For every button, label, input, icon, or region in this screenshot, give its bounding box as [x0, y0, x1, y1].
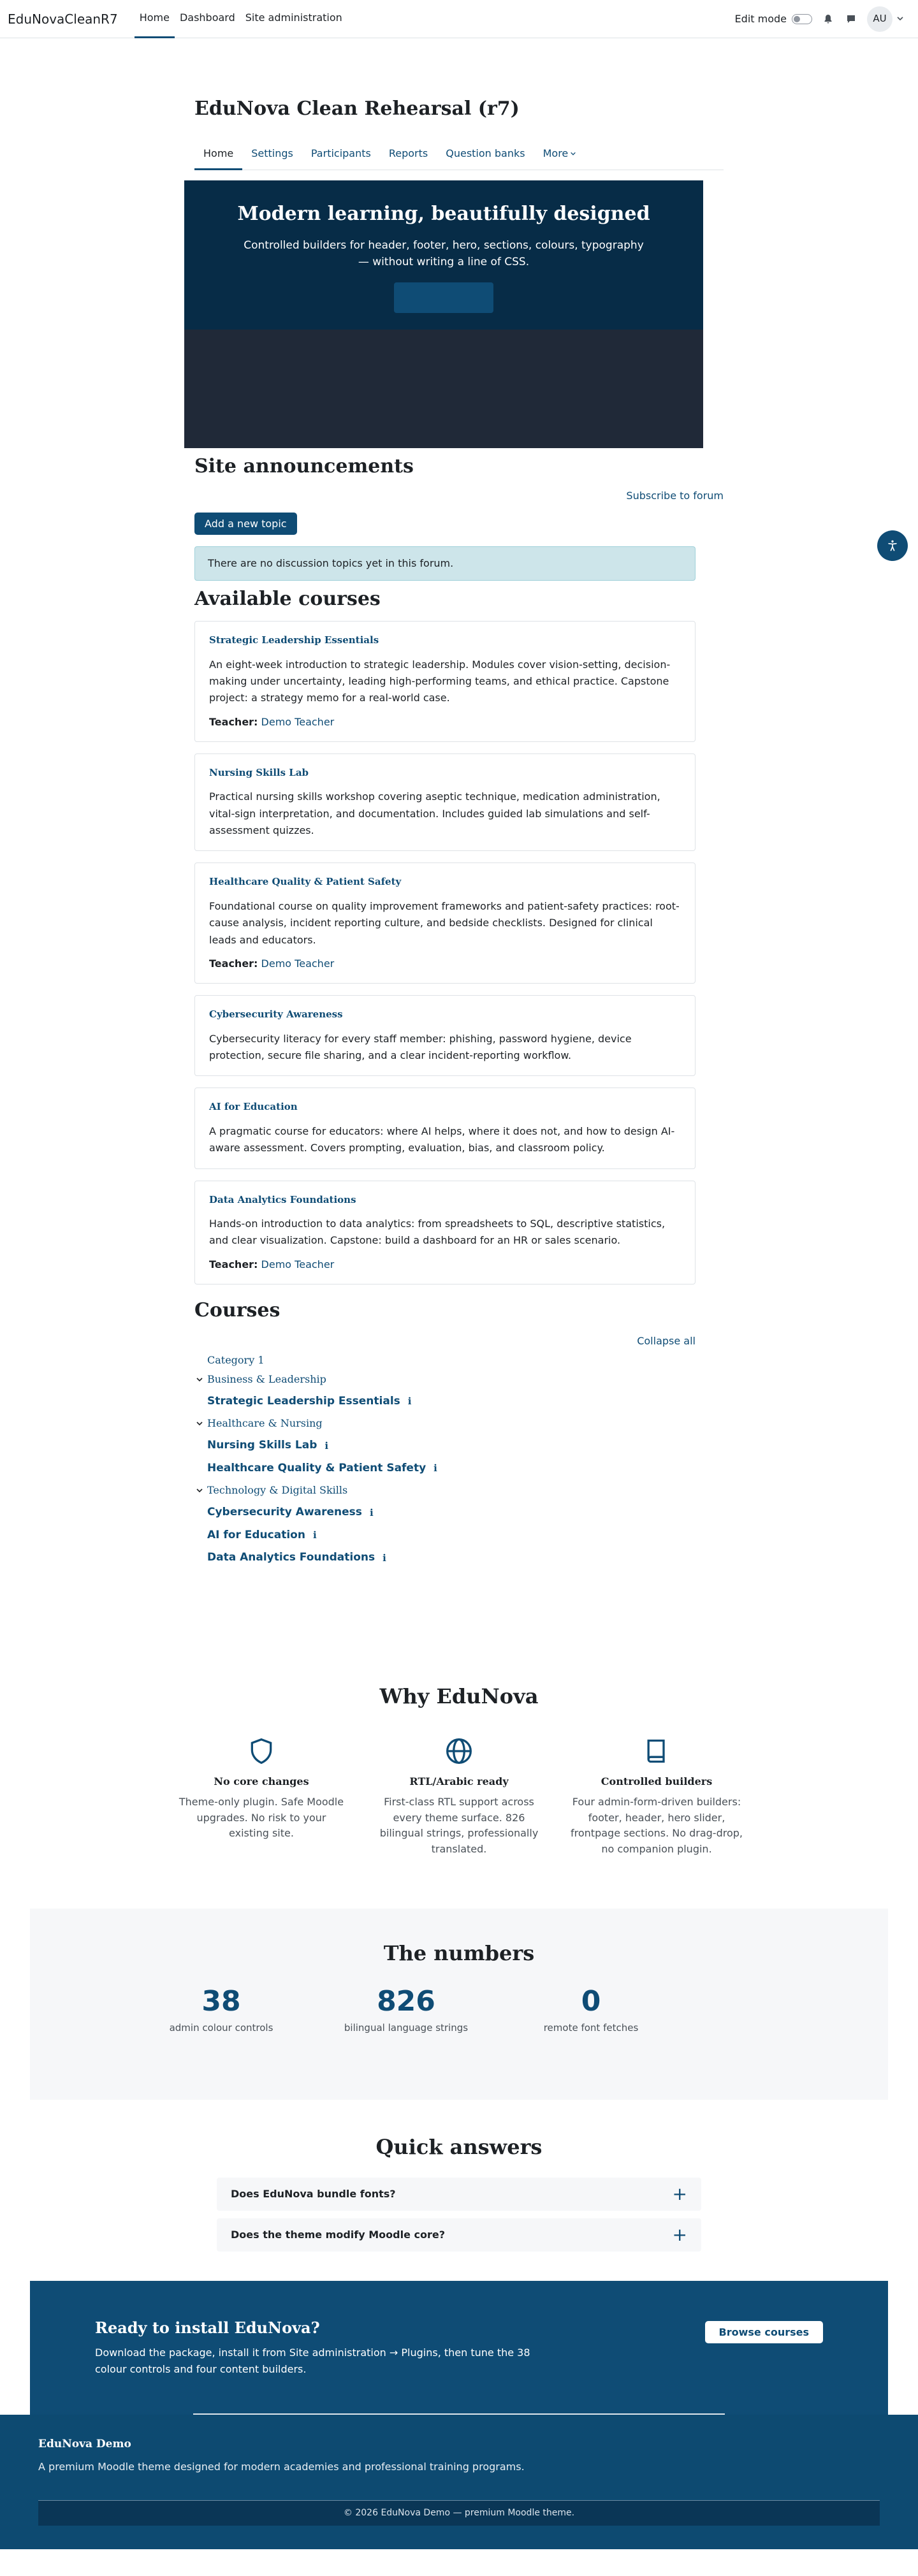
teacher-label: Teacher: [209, 957, 258, 970]
feature-card [373, 1737, 545, 1858]
info-icon[interactable]: ℹ [382, 1552, 386, 1564]
category-name[interactable]: Healthcare & Nursing [207, 1417, 323, 1430]
info-icon[interactable]: ℹ [433, 1462, 437, 1474]
category-1-link[interactable]: Category 1 [207, 1353, 265, 1366]
site-announcements-title: Site announcements [194, 455, 414, 477]
chevron-down-icon[interactable] [194, 1374, 205, 1385]
info-icon[interactable]: ℹ [407, 1395, 412, 1408]
course-card-summary: An eight-week introduction to strategic leadership. Modules cover vision-setting, decision-making under uncertainty, leading high-performing teams, and ethical practice. Capstone project: a strategy memo for a real-world case. [209, 658, 671, 704]
chevron-down-icon[interactable] [194, 1485, 205, 1495]
course-category-tree [207, 1353, 724, 1566]
category-name[interactable]: Technology & Digital Skills [207, 1484, 348, 1497]
subscribe-forum-link[interactable]: Subscribe to forum [626, 490, 724, 502]
tree-course-item [207, 1394, 724, 1410]
footer-tagline: A premium Moodle theme designed for modern academies and professional training programs. [38, 2460, 525, 2473]
browse-courses-button[interactable]: Browse courses [705, 2321, 823, 2343]
available-courses-title: Available courses [194, 588, 381, 610]
stat-label: admin colour controls [169, 2022, 273, 2034]
tab-question-banks[interactable]: Question banks [446, 147, 525, 159]
course-card [194, 862, 696, 984]
feature-title: Controlled builders [601, 1775, 713, 1787]
page-title: EduNova Clean Rehearsal (r7) [194, 98, 520, 120]
course-card-teacher [209, 956, 681, 971]
book-icon [643, 1737, 671, 1765]
tab-reports[interactable]: Reports [388, 147, 428, 159]
cta-copy [95, 2317, 541, 2377]
stat-item [129, 1986, 314, 2035]
course-card [194, 753, 696, 852]
hero-cta-button[interactable] [394, 282, 493, 313]
footer-brand: EduNova Demo [38, 2438, 131, 2451]
tab-more[interactable] [534, 138, 586, 170]
faq-item[interactable] [217, 2178, 701, 2211]
tree-course-link[interactable]: Cybersecurity Awareness [207, 1506, 362, 1519]
nav-home[interactable]: Home [135, 0, 175, 38]
course-card-summary: Practical nursing skills workshop covering aseptic technique, medication administration, vital-sign interpretation, and documentation. Includes guided lab simulations and self-assessment quizzes. [209, 790, 660, 836]
collapse-all-wrap [194, 1334, 696, 1349]
feature-title: No core changes [214, 1775, 309, 1787]
secondary-navigation [194, 138, 724, 170]
tree-course-item [207, 1550, 724, 1566]
cta-text: Download the package, install it from Site administration → Plugins, then tune the 38 colour controls and four content builders. [95, 2347, 530, 2375]
tree-course-link[interactable]: AI for Education [207, 1528, 305, 1541]
page-footer [0, 2415, 918, 2549]
numbers-section [30, 1909, 888, 2100]
messages-icon[interactable] [844, 12, 858, 26]
shield-icon [247, 1737, 275, 1765]
chevron-down-icon[interactable] [194, 1418, 205, 1429]
category-business-leadership[interactable] [194, 1372, 724, 1387]
feature-text: First-class RTL support across every theme surface. 826 bilingual strings, professionally translated. [379, 1795, 539, 1856]
primary-navigation [135, 0, 347, 38]
hero-title: Modern learning, beautifully designed [237, 203, 650, 225]
nav-dashboard[interactable]: Dashboard [179, 11, 235, 24]
tab-more-label: More [543, 147, 569, 159]
course-card-summary: A pragmatic course for educators: where AI helps, where it does not, and how to design AI-aware assessment. Covers prompting, evaluation, bias, and classroom policy. [209, 1124, 675, 1154]
feature-card [571, 1737, 743, 1858]
stat-value: 38 [201, 1985, 241, 2018]
category-technology-digital[interactable] [194, 1483, 724, 1498]
course-card [194, 995, 696, 1076]
stats-list [129, 1986, 888, 2035]
faq-section [0, 2132, 918, 2252]
course-card-teacher [209, 1257, 681, 1272]
tree-course-item [207, 1437, 724, 1454]
stat-label: bilingual language strings [344, 2022, 469, 2034]
faq-list [217, 2178, 701, 2252]
stat-item [499, 1986, 683, 2035]
course-card-summary: Cybersecurity literacy for every staff member: phishing, password hygiene, device protection, secure file sharing, and a clear incident-reporting workflow. [209, 1032, 632, 1061]
globe-icon [445, 1737, 473, 1765]
collapse-all-link[interactable]: Collapse all [637, 1334, 696, 1347]
numbers-title: The numbers [383, 1941, 535, 1966]
why-section [0, 1681, 918, 1858]
course-card-summary: Foundational course on quality improvement frameworks and patient-safety practices: root-cause analysis, incident reporting culture, and bedside checklists. Designed for clinical leads and educators. [209, 899, 680, 946]
feature-text: Theme-only plugin. Safe Moodle upgrades. No risk to your existing site. [178, 1795, 344, 1840]
avatar[interactable]: AU [867, 6, 892, 32]
course-card [194, 1088, 696, 1168]
courses-title: Courses [194, 1299, 280, 1321]
hero-subtitle: Controlled builders for header, footer, hero, sections, colours, typography — without writing a line of CSS. [244, 239, 644, 269]
course-card-title[interactable]: Data Analytics Foundations [209, 1193, 356, 1205]
stat-value: 826 [377, 1985, 435, 2018]
feature-card [175, 1737, 347, 1858]
faq-title: Quick answers [375, 2135, 543, 2160]
cta-title: Ready to install EduNova? [95, 2318, 320, 2338]
why-title: Why EduNova [379, 1684, 539, 1708]
tree-course-item [207, 1504, 724, 1521]
available-courses-list [194, 621, 724, 1284]
tab-home[interactable]: Home [194, 138, 242, 170]
course-card-title[interactable]: Healthcare Quality & Patient Safety [209, 876, 402, 888]
course-card-title[interactable]: Strategic Leadership Essentials [209, 634, 379, 646]
page-container [194, 38, 724, 1566]
faq-item[interactable] [217, 2218, 701, 2252]
tree-course-item [207, 1527, 724, 1544]
teacher-label: Teacher: [209, 1258, 258, 1270]
teacher-link[interactable]: Demo Teacher [261, 957, 335, 970]
teacher-label: Teacher: [209, 715, 258, 728]
cta-divider [193, 2413, 725, 2415]
category-healthcare-nursing[interactable] [194, 1416, 724, 1431]
stat-value: 0 [581, 1985, 601, 2018]
course-card-teacher [209, 715, 681, 730]
stat-label: remote font fetches [543, 2022, 639, 2034]
cta-band [30, 2281, 888, 2415]
accessibility-icon [886, 539, 899, 552]
teacher-link[interactable]: Demo Teacher [261, 715, 335, 728]
user-menu[interactable] [867, 6, 904, 32]
top-navbar [0, 0, 918, 38]
hero-slider [184, 180, 703, 448]
tree-course-link[interactable]: Strategic Leadership Essentials [207, 1394, 400, 1408]
site-brand[interactable]: EduNovaCleanR7 [8, 11, 118, 27]
navbar-right [735, 6, 910, 32]
add-topic-button[interactable]: Add a new topic [194, 513, 297, 535]
faq-question[interactable]: Does the theme modify Moodle core? [231, 2229, 445, 2241]
footer-copyright: © 2026 EduNova Demo — premium Moodle theme. [38, 2500, 880, 2526]
subscribe-forum-wrap [194, 488, 724, 504]
category-name[interactable]: Business & Leadership [207, 1372, 326, 1385]
plus-icon[interactable]: + [672, 2224, 687, 2246]
tab-settings[interactable]: Settings [251, 147, 293, 159]
feature-list [0, 1737, 918, 1858]
course-card [194, 1181, 696, 1284]
course-card-title[interactable]: Cybersecurity Awareness [209, 1008, 343, 1021]
tree-course-link[interactable]: Data Analytics Foundations [207, 1551, 375, 1564]
chevron-down-icon [570, 150, 576, 157]
bell-icon[interactable] [821, 12, 835, 26]
hero-slide [184, 180, 703, 330]
info-icon[interactable]: ℹ [324, 1439, 329, 1452]
tree-course-link[interactable]: Healthcare Quality & Patient Safety [207, 1461, 426, 1474]
edit-mode-control[interactable] [735, 11, 812, 27]
faq-question[interactable]: Does EduNova bundle fonts? [231, 2188, 396, 2201]
cta-inner [30, 2281, 888, 2377]
feature-title: RTL/Arabic ready [409, 1775, 509, 1787]
chevron-down-icon [896, 11, 904, 27]
edit-mode-toggle[interactable] [792, 14, 812, 24]
course-card [194, 621, 696, 742]
course-card-title[interactable]: Nursing Skills Lab [209, 766, 309, 778]
stat-item [314, 1986, 499, 2035]
tab-participants[interactable]: Participants [310, 147, 371, 159]
plus-icon[interactable]: + [672, 2183, 687, 2205]
teacher-link[interactable]: Demo Teacher [261, 1258, 335, 1270]
accessibility-button[interactable] [877, 530, 908, 561]
course-card-title[interactable]: AI for Education [209, 1101, 298, 1113]
no-topics-alert: There are no discussion topics yet in this forum. [194, 546, 696, 581]
feature-text: Four admin-form-driven builders: footer, header, hero slider, frontpage sections. No drag-drop, no companion plugin. [571, 1795, 743, 1856]
nav-site-administration[interactable]: Site administration [245, 11, 342, 24]
info-icon[interactable]: ℹ [312, 1529, 317, 1541]
tree-course-item [207, 1460, 724, 1477]
info-icon[interactable]: ℹ [369, 1506, 374, 1518]
course-card-summary: Hands-on introduction to data analytics: from spreadsheets to SQL, descriptive statistics, and clear visualization. Capstone: build a dashboard for an HR or sales scenario. [209, 1218, 666, 1247]
edit-mode-label: Edit mode [734, 12, 787, 25]
tree-course-link[interactable]: Nursing Skills Lab [207, 1439, 317, 1452]
